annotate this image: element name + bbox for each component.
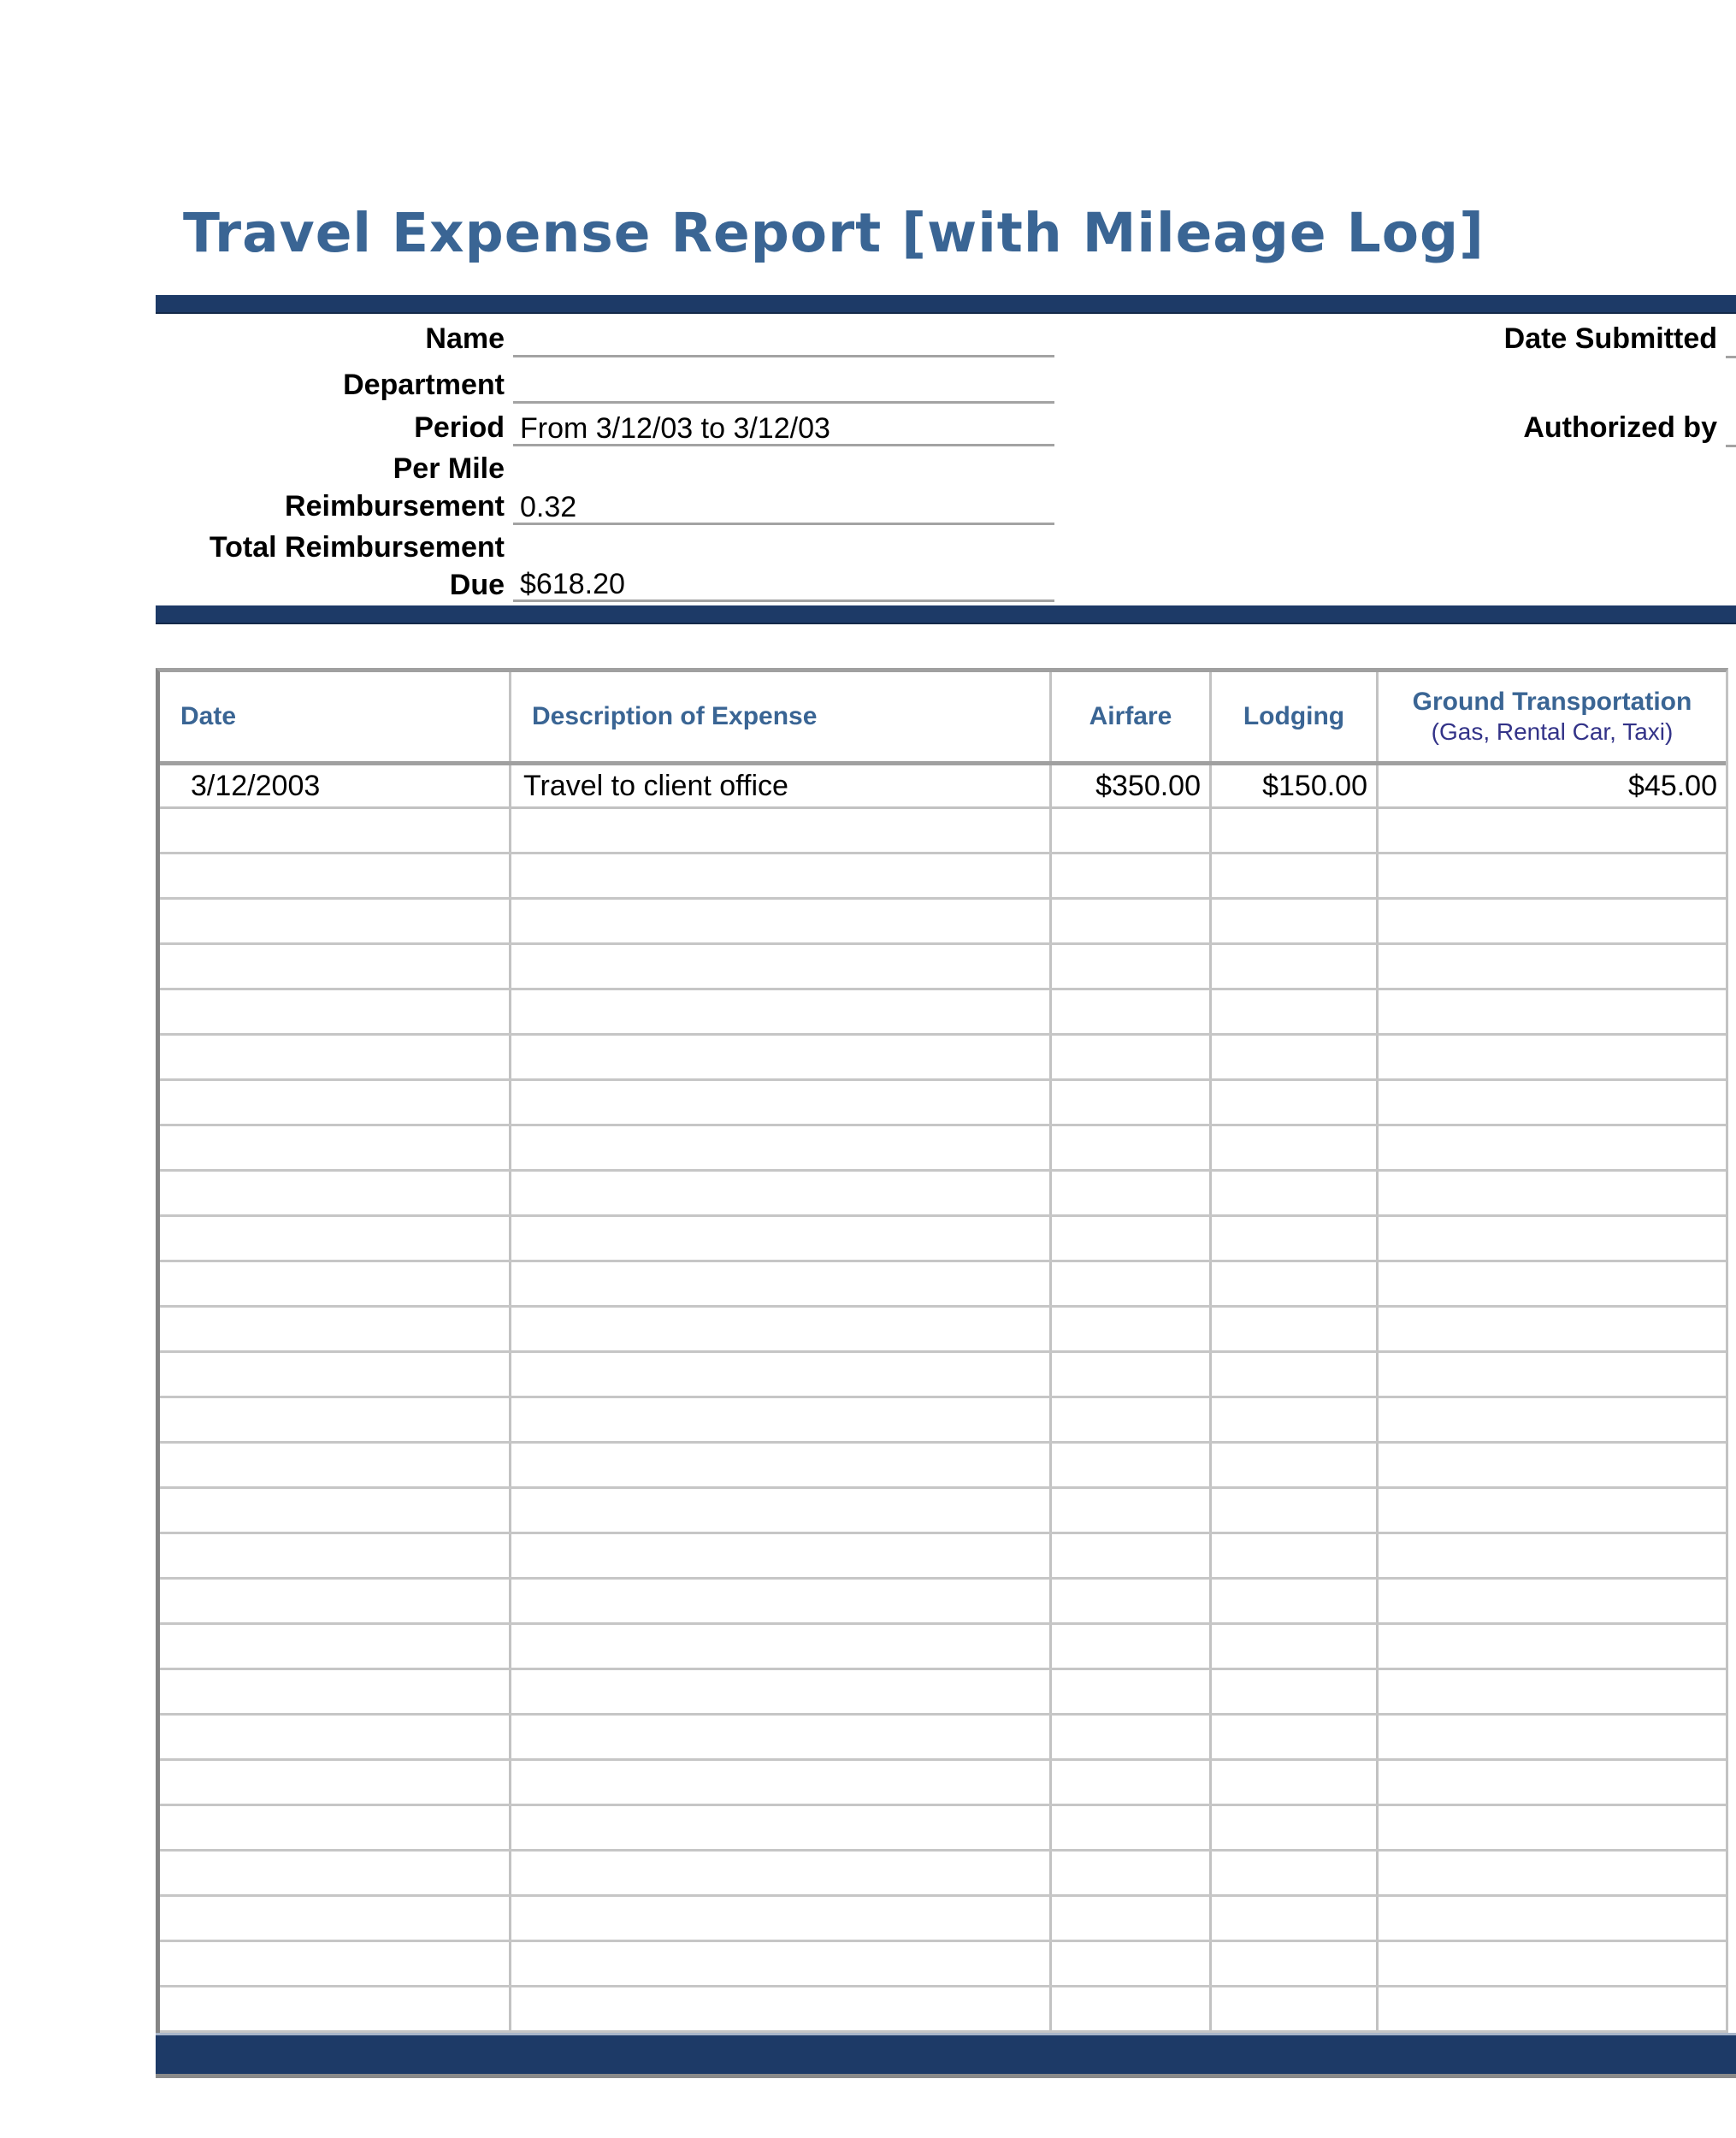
empty-lodging-cell[interactable] — [1212, 1172, 1379, 1214]
empty-airfare-cell[interactable] — [1052, 1398, 1212, 1441]
empty-expense-row — [160, 1036, 1726, 1081]
empty-expense-row — [160, 1444, 1726, 1489]
empty-airfare-cell[interactable] — [1052, 1081, 1212, 1124]
empty-ground-cell[interactable] — [1379, 1670, 1726, 1713]
empty-description-cell[interactable] — [511, 1670, 1052, 1713]
period-label — [156, 409, 505, 446]
empty-airfare-cell[interactable] — [1052, 1806, 1212, 1849]
empty-expense-row — [160, 1670, 1726, 1716]
empty-lodging-cell[interactable] — [1212, 1308, 1379, 1350]
bottom-divider-bar — [156, 2033, 1736, 2078]
empty-ground-cell[interactable] — [1379, 1580, 1726, 1622]
empty-description-cell[interactable] — [511, 1534, 1052, 1577]
empty-airfare-cell[interactable] — [1052, 809, 1212, 852]
expense-ground-cell[interactable]: $45.00 — [1628, 769, 1717, 802]
empty-expense-row — [160, 1761, 1726, 1806]
empty-description-cell[interactable] — [511, 1172, 1052, 1214]
empty-airfare-cell[interactable] — [1052, 1625, 1212, 1668]
empty-lodging-cell[interactable] — [1212, 1580, 1379, 1622]
empty-ground-cell[interactable] — [1379, 1081, 1726, 1124]
empty-lodging-cell[interactable] — [1212, 1852, 1379, 1894]
empty-date-cell[interactable] — [160, 1761, 511, 1804]
department-field[interactable] — [513, 368, 1054, 404]
empty-lodging-cell[interactable] — [1212, 1534, 1379, 1577]
empty-description-cell[interactable] — [511, 900, 1052, 942]
empty-expense-row — [160, 1308, 1726, 1353]
empty-description-cell[interactable] — [511, 809, 1052, 852]
total-due-label-line2: Due — [449, 569, 505, 601]
empty-lodging-cell[interactable] — [1212, 900, 1379, 942]
empty-lodging-cell[interactable] — [1212, 1262, 1379, 1305]
empty-ground-cell[interactable] — [1379, 1353, 1726, 1396]
per-mile-reimbursement-field[interactable]: 0.32 — [513, 489, 1054, 525]
empty-lodging-cell[interactable] — [1212, 1126, 1379, 1169]
empty-airfare-cell[interactable] — [1052, 1172, 1212, 1214]
header-airfare-text: Airfare — [1089, 702, 1172, 730]
empty-airfare-cell[interactable] — [1052, 1262, 1212, 1305]
empty-ground-cell[interactable] — [1379, 1716, 1726, 1758]
empty-ground-cell[interactable] — [1379, 1308, 1726, 1350]
empty-airfare-cell[interactable] — [1052, 945, 1212, 988]
empty-date-cell[interactable] — [160, 1806, 511, 1849]
middle-divider-bar — [156, 605, 1736, 624]
empty-ground-cell[interactable] — [1379, 1036, 1726, 1078]
empty-airfare-cell[interactable] — [1052, 1353, 1212, 1396]
empty-ground-cell[interactable] — [1379, 1398, 1726, 1441]
page-title: Travel Expense Report [with Mileage Log] — [183, 202, 1485, 264]
empty-ground-cell[interactable] — [1379, 1806, 1726, 1849]
empty-date-cell[interactable] — [160, 990, 511, 1033]
empty-ground-cell[interactable] — [1379, 809, 1726, 852]
empty-description-cell[interactable] — [511, 1806, 1052, 1849]
empty-airfare-cell[interactable] — [1052, 1761, 1212, 1804]
expense-airfare-cell[interactable]: $350.00 — [1052, 765, 1212, 806]
header-airfare — [1052, 672, 1212, 761]
empty-ground-cell[interactable] — [1379, 1942, 1726, 1985]
empty-ground-cell[interactable] — [1379, 990, 1726, 1033]
empty-airfare-cell[interactable] — [1052, 1489, 1212, 1532]
empty-expense-row — [160, 1353, 1726, 1398]
empty-date-cell[interactable] — [160, 1444, 511, 1486]
empty-date-cell[interactable] — [160, 1942, 511, 1985]
empty-expense-row — [160, 1489, 1726, 1534]
empty-date-cell[interactable] — [160, 1036, 511, 1078]
empty-description-cell[interactable] — [511, 1716, 1052, 1758]
empty-date-cell[interactable] — [160, 1897, 511, 1940]
empty-lodging-cell[interactable] — [1212, 1670, 1379, 1713]
empty-date-cell[interactable] — [160, 945, 511, 988]
empty-airfare-cell[interactable] — [1052, 1580, 1212, 1622]
empty-lodging-cell[interactable] — [1212, 1036, 1379, 1078]
empty-ground-cell[interactable] — [1379, 1852, 1726, 1894]
empty-ground-cell[interactable] — [1379, 854, 1726, 897]
expense-row-1 — [160, 765, 1726, 809]
empty-date-cell[interactable] — [160, 1580, 511, 1622]
empty-description-cell[interactable] — [511, 1489, 1052, 1532]
empty-airfare-cell[interactable] — [1052, 1444, 1212, 1486]
empty-airfare-cell[interactable] — [1052, 1987, 1212, 2030]
empty-description-cell[interactable] — [511, 1761, 1052, 1804]
header-ground-subtext: (Gas, Rental Car, Taxi) — [1431, 718, 1674, 745]
date-submitted-label: Date Submitted — [1503, 322, 1717, 355]
empty-lodging-cell[interactable] — [1212, 1489, 1379, 1532]
empty-airfare-cell[interactable] — [1052, 1942, 1212, 1985]
empty-description-cell[interactable] — [511, 1126, 1052, 1169]
authorized-by-field-stub[interactable] — [1726, 445, 1736, 447]
total-reimbursement-due-label — [156, 529, 505, 604]
empty-expense-row — [160, 1172, 1726, 1217]
empty-lodging-cell[interactable] — [1212, 1444, 1379, 1486]
empty-description-cell[interactable] — [511, 990, 1052, 1033]
per-mile-label-line2: Reimbursement — [285, 490, 505, 523]
name-label-text: Name — [425, 322, 505, 355]
empty-description-cell[interactable] — [511, 1081, 1052, 1124]
header-description — [511, 672, 1052, 761]
empty-lodging-cell[interactable] — [1212, 1353, 1379, 1396]
per-mile-reimbursement-label — [156, 450, 505, 525]
empty-expense-row — [160, 1262, 1726, 1308]
empty-expense-row — [160, 1942, 1726, 1987]
empty-date-cell[interactable] — [160, 1353, 511, 1396]
empty-airfare-cell[interactable] — [1052, 1036, 1212, 1078]
department-label — [156, 366, 505, 404]
empty-expense-row — [160, 1625, 1726, 1670]
empty-expense-row — [160, 1897, 1726, 1942]
empty-description-cell[interactable] — [511, 1625, 1052, 1668]
empty-description-cell[interactable] — [511, 1217, 1052, 1260]
header-lodging — [1212, 672, 1379, 761]
empty-ground-cell[interactable] — [1379, 1489, 1726, 1532]
empty-ground-cell[interactable] — [1379, 1126, 1726, 1169]
header-lodging-text: Lodging — [1243, 702, 1345, 730]
empty-date-cell[interactable] — [160, 1398, 511, 1441]
empty-expense-row — [160, 945, 1726, 990]
empty-airfare-cell[interactable] — [1052, 1217, 1212, 1260]
empty-airfare-cell[interactable] — [1052, 1126, 1212, 1169]
empty-description-cell[interactable] — [511, 945, 1052, 988]
empty-expense-row — [160, 900, 1726, 945]
empty-expense-row — [160, 1716, 1726, 1761]
empty-description-cell[interactable] — [511, 854, 1052, 897]
empty-lodging-cell[interactable] — [1212, 990, 1379, 1033]
empty-description-cell[interactable] — [511, 1987, 1052, 2030]
empty-airfare-cell[interactable] — [1052, 1670, 1212, 1713]
empty-ground-cell[interactable] — [1379, 1625, 1726, 1668]
authorized-by-label: Authorized by — [1523, 411, 1717, 444]
empty-date-cell[interactable] — [160, 1716, 511, 1758]
total-due-label-line1: Total Reimbursement — [209, 531, 505, 564]
empty-airfare-cell[interactable] — [1052, 1534, 1212, 1577]
empty-airfare-cell[interactable] — [1052, 990, 1212, 1033]
empty-lodging-cell[interactable] — [1212, 1217, 1379, 1260]
empty-date-cell[interactable] — [160, 1172, 511, 1214]
empty-expense-row — [160, 1987, 1726, 2033]
empty-ground-cell[interactable] — [1379, 900, 1726, 942]
name-label — [156, 320, 505, 357]
header-ground-transportation — [1379, 672, 1726, 761]
empty-lodging-cell[interactable] — [1212, 945, 1379, 988]
empty-airfare-cell[interactable] — [1052, 1308, 1212, 1350]
date-submitted-field-stub[interactable] — [1726, 356, 1736, 358]
empty-ground-cell[interactable] — [1379, 1262, 1726, 1305]
empty-lodging-cell[interactable] — [1212, 1081, 1379, 1124]
empty-expense-row — [160, 854, 1726, 900]
empty-lodging-cell[interactable] — [1212, 1625, 1379, 1668]
empty-description-cell[interactable] — [511, 1897, 1052, 1940]
empty-expense-row — [160, 809, 1726, 854]
empty-date-cell[interactable] — [160, 1217, 511, 1260]
empty-airfare-cell[interactable] — [1052, 854, 1212, 897]
expense-description-cell[interactable]: Travel to client office — [511, 765, 1052, 806]
header-description-text: Description of Expense — [532, 702, 818, 730]
empty-description-cell[interactable] — [511, 1942, 1052, 1985]
empty-expense-row — [160, 1081, 1726, 1126]
empty-description-cell[interactable] — [511, 1444, 1052, 1486]
empty-ground-cell[interactable] — [1379, 1172, 1726, 1214]
empty-description-cell[interactable] — [511, 1852, 1052, 1894]
total-reimbursement-due-field[interactable]: $618.20 — [513, 566, 1054, 602]
empty-date-cell[interactable] — [160, 1852, 511, 1894]
per-mile-label-line1: Per Mile — [393, 452, 505, 485]
empty-ground-cell[interactable] — [1379, 1444, 1726, 1486]
table-header-row — [160, 672, 1726, 765]
empty-rows-container — [160, 809, 1726, 2033]
empty-expense-row — [160, 1806, 1726, 1852]
empty-date-cell[interactable] — [160, 854, 511, 897]
empty-expense-row — [160, 1534, 1726, 1580]
empty-date-cell[interactable] — [160, 1534, 511, 1577]
empty-lodging-cell[interactable] — [1212, 1987, 1379, 2030]
empty-date-cell[interactable] — [160, 809, 511, 852]
header-ground-text: Ground Transportation — [1412, 688, 1692, 716]
empty-ground-cell[interactable] — [1379, 1987, 1726, 2030]
header-date-text: Date — [180, 702, 237, 730]
empty-expense-row — [160, 1852, 1726, 1897]
empty-expense-row — [160, 1398, 1726, 1444]
period-field[interactable]: From 3/12/03 to 3/12/03 — [513, 410, 1054, 446]
empty-airfare-cell[interactable] — [1052, 1716, 1212, 1758]
empty-expense-row — [160, 1126, 1726, 1172]
empty-lodging-cell[interactable] — [1212, 809, 1379, 852]
empty-ground-cell[interactable] — [1379, 1761, 1726, 1804]
empty-lodging-cell[interactable] — [1212, 1806, 1379, 1849]
empty-description-cell[interactable] — [511, 1036, 1052, 1078]
empty-date-cell[interactable] — [160, 1262, 511, 1305]
name-field[interactable] — [513, 322, 1054, 357]
empty-date-cell[interactable] — [160, 1670, 511, 1713]
empty-date-cell[interactable] — [160, 1625, 511, 1668]
empty-description-cell[interactable] — [511, 1308, 1052, 1350]
empty-ground-cell[interactable] — [1379, 945, 1726, 988]
empty-airfare-cell[interactable] — [1052, 1852, 1212, 1894]
empty-expense-row — [160, 1217, 1726, 1262]
empty-expense-row — [160, 990, 1726, 1036]
period-label-text: Period — [414, 411, 505, 444]
empty-ground-cell[interactable] — [1379, 1534, 1726, 1577]
empty-lodging-cell[interactable] — [1212, 854, 1379, 897]
top-divider-bar — [156, 295, 1736, 314]
empty-lodging-cell[interactable] — [1212, 1398, 1379, 1441]
empty-airfare-cell[interactable] — [1052, 900, 1212, 942]
empty-ground-cell[interactable] — [1379, 1897, 1726, 1940]
empty-date-cell[interactable] — [160, 1126, 511, 1169]
empty-description-cell[interactable] — [511, 1353, 1052, 1396]
empty-ground-cell[interactable] — [1379, 1217, 1726, 1260]
empty-lodging-cell[interactable] — [1212, 1942, 1379, 1985]
empty-date-cell[interactable] — [160, 1489, 511, 1532]
empty-description-cell[interactable] — [511, 1398, 1052, 1441]
empty-airfare-cell[interactable] — [1052, 1897, 1212, 1940]
empty-expense-row — [160, 1580, 1726, 1625]
department-label-text: Department — [343, 369, 505, 401]
empty-lodging-cell[interactable] — [1212, 1761, 1379, 1804]
empty-lodging-cell[interactable] — [1212, 1716, 1379, 1758]
empty-description-cell[interactable] — [511, 1262, 1052, 1305]
empty-date-cell[interactable] — [160, 1987, 511, 2030]
empty-date-cell[interactable] — [160, 900, 511, 942]
header-date — [160, 672, 511, 761]
expense-date-cell[interactable]: 3/12/2003 — [160, 765, 511, 806]
empty-lodging-cell[interactable] — [1212, 1897, 1379, 1940]
expense-table — [156, 668, 1728, 2033]
empty-description-cell[interactable] — [511, 1580, 1052, 1622]
expense-lodging-cell[interactable]: $150.00 — [1212, 765, 1379, 806]
empty-date-cell[interactable] — [160, 1308, 511, 1350]
empty-date-cell[interactable] — [160, 1081, 511, 1124]
